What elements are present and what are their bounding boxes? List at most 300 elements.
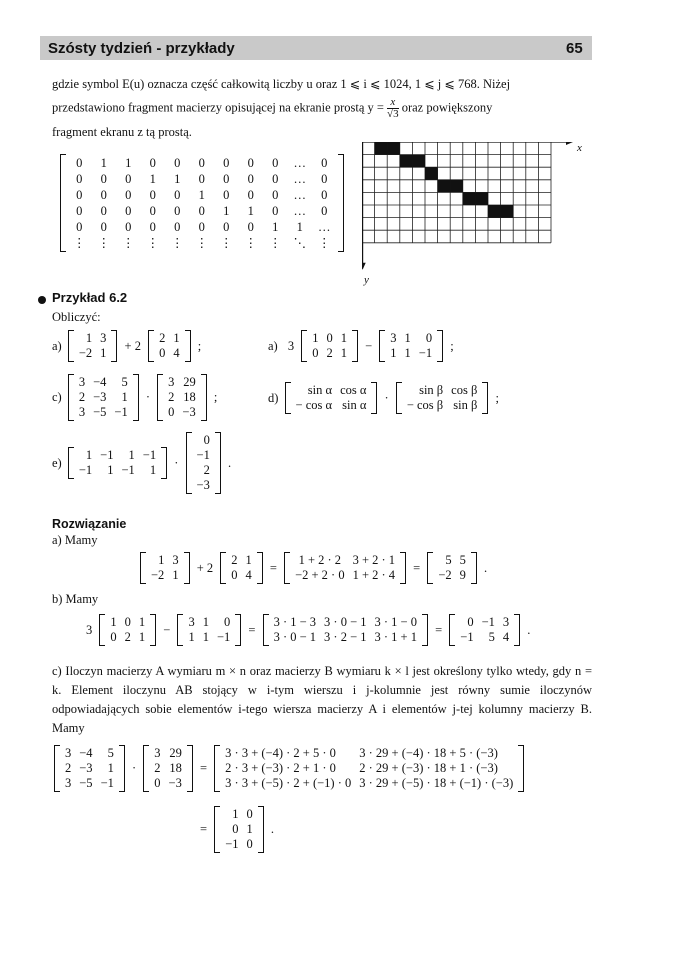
matrix-cell: 3 bbox=[390, 331, 397, 345]
matrix-cell: 0 bbox=[321, 204, 328, 218]
bullet-icon bbox=[38, 296, 46, 304]
solution-b bbox=[82, 614, 534, 646]
matrix-cell: 1 bbox=[107, 761, 114, 775]
matrix-cell: 1 bbox=[174, 172, 181, 186]
matrix-cell: 3 bbox=[168, 375, 175, 389]
matrix-c1 bbox=[68, 374, 139, 421]
sol-a-res bbox=[427, 552, 477, 584]
matrix-row bbox=[308, 346, 351, 361]
op-plus2: + 2 bbox=[124, 338, 141, 353]
sol-c-m1 bbox=[54, 745, 125, 792]
matrix-row bbox=[193, 478, 214, 493]
screen-grid-svg bbox=[362, 142, 592, 287]
matrix-cell: 0 bbox=[149, 156, 156, 170]
matrix-table bbox=[308, 331, 351, 361]
sol-c-m2 bbox=[143, 745, 193, 792]
solution-c-result bbox=[196, 806, 278, 853]
matrix-cell: 2 bbox=[65, 761, 72, 775]
label-e: e) bbox=[52, 455, 62, 470]
op-semi-2: ; bbox=[450, 338, 454, 353]
solution-c-text: c) Iloczyn macierzy A wymiaru m × n oraz macierzy B wymiaru k × l jest określony tylko wtedy, gdy n = k. Element iloczynu AB stojący w i-tym wierszu i j-kolumnie jest równy sumie iloczynów odpowiadających sobie elementów i-tego wiersza macierzy A i elementów j-tej kolumny macierzy B. Mamy bbox=[52, 664, 592, 735]
matrix-cell: 1 bbox=[390, 346, 397, 360]
matrix-cell: −3 bbox=[168, 776, 182, 790]
matrix-cell: −3 bbox=[79, 761, 93, 775]
matrix-cell: 0 bbox=[174, 204, 181, 218]
matrix-cell: 1 bbox=[272, 220, 279, 234]
matrix-cell: −1 bbox=[216, 630, 231, 644]
matrix-cell: 1 bbox=[404, 331, 411, 345]
matrix-cell: 0 bbox=[198, 204, 205, 218]
matrix-cell: 0 bbox=[247, 188, 254, 202]
matrix-cell: 0 bbox=[272, 188, 279, 202]
matrix-cell: 4 bbox=[245, 568, 252, 582]
matrix-cell: −4 bbox=[79, 746, 93, 760]
matrix-row bbox=[221, 746, 517, 761]
matrix-row bbox=[155, 346, 184, 361]
matrix-cell: 0 bbox=[231, 568, 238, 582]
matrix-row bbox=[292, 398, 371, 413]
matrix-cell: 1 bbox=[198, 188, 205, 202]
matrix-cell: 3 · 29 + (−5) · 18 + (−1) · (−3) bbox=[359, 776, 514, 790]
matrix-table bbox=[434, 553, 470, 583]
matrix-cell: 2 · 3 + (−3) · 2 + 1 · 0 bbox=[225, 761, 336, 775]
matrix-cell: ⋮ bbox=[220, 236, 233, 250]
matrix-row bbox=[164, 390, 200, 405]
screen-matrix-table bbox=[67, 155, 337, 251]
matrix-cell: 5 bbox=[107, 746, 114, 760]
matrix-cell: 0 bbox=[125, 220, 132, 234]
matrix-cell: −1 bbox=[196, 448, 210, 462]
matrix-cell: 0 bbox=[76, 156, 83, 170]
grid-pixel bbox=[450, 180, 463, 193]
matrix-cell: 3 bbox=[502, 615, 510, 629]
matrix-cell: ⋮ bbox=[269, 236, 282, 250]
frac-num: x bbox=[387, 97, 399, 109]
matrix-cell: 0 bbox=[223, 220, 230, 234]
matrix-cell: 1 bbox=[158, 553, 165, 567]
matrix-row bbox=[291, 568, 399, 583]
matrix-cell: 0 bbox=[272, 204, 279, 218]
sol-c-eq1: = bbox=[199, 761, 208, 775]
matrix-cell: −1 bbox=[142, 448, 157, 462]
matrix-cell: 1 + 2 · 2 bbox=[298, 553, 342, 567]
solution-a bbox=[140, 552, 491, 584]
matrix-cell: 0 bbox=[76, 188, 83, 202]
grid-pixel bbox=[463, 192, 476, 205]
matrix-row bbox=[75, 346, 111, 361]
matrix-cell: cos β bbox=[451, 383, 478, 397]
matrix-cell: 1 bbox=[223, 204, 230, 218]
matrix-cell: 0 bbox=[223, 188, 230, 202]
matrix-row bbox=[75, 390, 132, 405]
sol-a-eq1: = bbox=[269, 560, 277, 575]
matrix-cell: 0 bbox=[425, 331, 433, 345]
matrix-row bbox=[150, 746, 186, 761]
matrix-cell: −5 bbox=[93, 405, 107, 419]
matrix-cell: −3 bbox=[93, 390, 107, 404]
matrix-cell: 0 bbox=[321, 156, 328, 170]
matrix-row bbox=[456, 630, 513, 645]
y-axis-arrow bbox=[362, 263, 366, 270]
matrix-row bbox=[150, 776, 186, 791]
matrix-cell: 0 bbox=[154, 776, 161, 790]
solution-a-label: a) Mamy bbox=[52, 533, 98, 547]
matrix-cell: ⋮ bbox=[122, 236, 135, 250]
matrix-cell: 9 bbox=[459, 568, 466, 582]
matrix-row bbox=[67, 171, 337, 187]
grid-pixel bbox=[488, 205, 501, 218]
matrix-cell: 0 bbox=[247, 220, 254, 234]
matrix-cell: 0 bbox=[159, 346, 166, 360]
matrix-row bbox=[386, 346, 436, 361]
solution-title: Rozwiązanie bbox=[52, 517, 127, 531]
matrix-cell: 0 bbox=[174, 188, 181, 202]
matrix-row bbox=[456, 615, 513, 630]
sol-a-m2 bbox=[220, 552, 263, 584]
matrix-cell: 3 · 1 − 0 bbox=[374, 615, 417, 629]
matrix-cell: 1 bbox=[100, 156, 107, 170]
matrix-e1 bbox=[68, 447, 167, 479]
matrix-row bbox=[184, 630, 234, 645]
grid-pixel bbox=[501, 205, 514, 218]
matrix-cell: 5 bbox=[121, 375, 128, 389]
matrix-cell: … bbox=[293, 204, 306, 218]
matrix-cell: 1 bbox=[296, 220, 303, 234]
matrix-cell: 3 · 2 − 1 bbox=[324, 630, 367, 644]
matrix-cell: 18 bbox=[169, 761, 182, 775]
matrix-table bbox=[193, 433, 214, 493]
op-semi-4: ; bbox=[495, 390, 499, 405]
grid-x-label: x bbox=[577, 142, 582, 154]
matrix-cell: 0 bbox=[100, 172, 107, 186]
sol-a-mid bbox=[284, 552, 406, 584]
matrix-cell: 0 bbox=[110, 630, 117, 644]
sol-a-period: . bbox=[484, 560, 488, 575]
sol-b-m2 bbox=[177, 614, 241, 646]
matrix-row bbox=[403, 398, 481, 413]
matrix-c2 bbox=[157, 374, 207, 421]
sol-c-mid bbox=[214, 745, 524, 792]
matrix-cell: ⋮ bbox=[146, 236, 159, 250]
matrix-row bbox=[150, 761, 186, 776]
matrix-cell: 3 bbox=[100, 331, 107, 345]
sol-b-minus: − bbox=[163, 622, 171, 637]
matrix-cell: 5 bbox=[488, 630, 495, 644]
matrix-row bbox=[193, 433, 214, 448]
sol-a-m1 bbox=[140, 552, 190, 584]
grid-pixel bbox=[412, 155, 425, 168]
matrix-cell: −3 bbox=[182, 405, 196, 419]
sol-b-eq1: = bbox=[248, 622, 256, 637]
matrix-row bbox=[193, 463, 214, 478]
op-period: . bbox=[227, 455, 232, 470]
matrix-row bbox=[75, 331, 111, 346]
sol-c-res bbox=[214, 806, 264, 853]
matrix-cell: 0 bbox=[174, 156, 181, 170]
matrix-table bbox=[221, 746, 517, 791]
matrix-cell: sin β bbox=[453, 398, 478, 412]
matrix-table bbox=[456, 615, 513, 645]
matrix-table bbox=[155, 331, 184, 361]
matrix-cell: 5 bbox=[459, 553, 466, 567]
matrix-cell: 0 bbox=[125, 172, 132, 186]
matrix-row bbox=[221, 807, 257, 822]
matrix-cell: 3 · 0 − 1 bbox=[324, 615, 367, 629]
matrix-cell: sin β bbox=[419, 383, 444, 397]
matrix-cell: 0 bbox=[198, 156, 205, 170]
matrix-row bbox=[221, 761, 517, 776]
matrix-table bbox=[386, 331, 436, 361]
matrix-cell: 0 bbox=[246, 837, 253, 851]
matrix-row bbox=[67, 235, 337, 251]
matrix-cell: 3 bbox=[65, 776, 72, 790]
matrix-row bbox=[291, 553, 399, 568]
matrix-row bbox=[75, 463, 160, 478]
matrix-cell: cos α bbox=[340, 383, 367, 397]
matrix-row bbox=[67, 203, 337, 219]
matrix-cell: 3 · 3 + (−4) · 2 + 5 · 0 bbox=[225, 746, 336, 760]
matrix-cell: 0 bbox=[149, 204, 156, 218]
matrix-cell: 1 bbox=[125, 156, 132, 170]
label-d: d) bbox=[268, 390, 279, 405]
matrix-table bbox=[184, 615, 234, 645]
matrix-cell: 0 bbox=[125, 188, 132, 202]
matrix-cell: sin α bbox=[342, 398, 367, 412]
matrix-cell: 1 bbox=[107, 463, 114, 477]
matrix-table bbox=[270, 615, 421, 645]
matrix-cell: 4 bbox=[502, 630, 510, 644]
matrix-cell: 0 bbox=[247, 156, 254, 170]
matrix-cell: 1 bbox=[85, 331, 93, 345]
matrix-d1 bbox=[285, 382, 378, 414]
matrix-cell: 0 bbox=[125, 204, 132, 218]
matrix-cell: 1 bbox=[128, 448, 135, 462]
matrix-cell: − cos α bbox=[295, 398, 333, 412]
op-minus: − bbox=[365, 338, 373, 353]
grid-y-label: y bbox=[364, 274, 369, 286]
matrix-cell: 3 · 1 − 3 bbox=[273, 615, 317, 629]
matrix-b1 bbox=[301, 330, 358, 362]
matrix-row bbox=[403, 383, 481, 398]
running-head-title: Szósty tydzień - przykłady bbox=[48, 40, 235, 57]
matrix-cell: −1 bbox=[100, 776, 114, 790]
matrix-row bbox=[61, 761, 118, 776]
matrix-cell: 2 · 29 + (−3) · 18 + 1 · (−3) bbox=[359, 761, 498, 775]
matrix-row bbox=[67, 219, 337, 235]
matrix-cell: 0 bbox=[321, 188, 328, 202]
matrix-row bbox=[75, 448, 160, 463]
sol-b-res bbox=[449, 614, 520, 646]
matrix-cell: 0 bbox=[223, 172, 230, 186]
page-number: 65 bbox=[566, 40, 583, 57]
grid-pixel bbox=[375, 142, 388, 155]
matrix-d2 bbox=[396, 382, 488, 414]
matrix-cell: 1 bbox=[202, 615, 209, 629]
matrix-cell: ⋮ bbox=[97, 236, 110, 250]
matrix-cell: 0 bbox=[272, 172, 279, 186]
matrix-cell: −1 bbox=[100, 448, 114, 462]
op-dot: · bbox=[145, 390, 151, 404]
matrix-cell: 0 bbox=[224, 615, 231, 629]
label-a: a) bbox=[52, 338, 62, 353]
matrix-table bbox=[106, 615, 149, 645]
matrix-cell: 0 bbox=[203, 433, 210, 447]
grid-pixel bbox=[400, 155, 413, 168]
matrix-cell: 1 bbox=[138, 615, 146, 629]
matrix-cell: 1 bbox=[100, 346, 107, 360]
matrix-row bbox=[61, 776, 118, 791]
matrix-a1 bbox=[68, 330, 118, 362]
matrix-cell: 0 bbox=[247, 172, 254, 186]
matrix-cell: −2 bbox=[78, 346, 93, 360]
matrix-cell: 2 bbox=[326, 346, 333, 360]
op-semi-3: ; bbox=[213, 390, 218, 404]
op-semi: ; bbox=[197, 338, 202, 353]
op-dot-3: · bbox=[174, 455, 179, 470]
matrix-table bbox=[291, 553, 399, 583]
matrix-row bbox=[164, 405, 200, 420]
matrix-cell: 0 bbox=[100, 220, 107, 234]
screen-matrix bbox=[60, 154, 344, 252]
matrix-table bbox=[75, 331, 111, 361]
matrix-cell: 0 bbox=[223, 156, 230, 170]
matrix-row bbox=[227, 553, 256, 568]
screen-matrix-bracket bbox=[60, 154, 344, 252]
op-dot-2: · bbox=[384, 390, 389, 405]
matrix-row bbox=[164, 375, 200, 390]
matrix-cell: 0 bbox=[100, 188, 107, 202]
sol-b-eq2: = bbox=[435, 622, 443, 637]
matrix-cell: 1 bbox=[149, 463, 157, 477]
sol-b-period: . bbox=[527, 622, 531, 637]
matrix-cell: 0 bbox=[198, 220, 205, 234]
matrix-cell: 0 bbox=[76, 220, 83, 234]
fraction-x-over-sqrt3 bbox=[387, 97, 399, 120]
matrix-table bbox=[227, 553, 256, 583]
example-c bbox=[52, 374, 221, 421]
matrix-row bbox=[184, 615, 234, 630]
matrix-cell: − cos β bbox=[406, 398, 444, 412]
matrix-cell: 3 · 29 + (−4) · 18 + 5 · (−3) bbox=[359, 746, 498, 760]
matrix-cell: 2 bbox=[78, 390, 86, 404]
matrix-cell: 3 · 0 − 1 bbox=[273, 630, 317, 644]
matrix-cell: ⋮ bbox=[244, 236, 257, 250]
matrix-row bbox=[292, 383, 371, 398]
matrix-row bbox=[227, 568, 256, 583]
matrix-row bbox=[434, 553, 470, 568]
solution-b-label: b) Mamy bbox=[52, 592, 99, 606]
matrix-table bbox=[292, 383, 371, 413]
label-c: c) bbox=[52, 390, 62, 404]
op-three: 3 bbox=[287, 338, 295, 353]
matrix-e2 bbox=[186, 432, 221, 494]
matrix-cell: 3 bbox=[65, 746, 72, 760]
example-a bbox=[52, 330, 205, 362]
matrix-cell: −1 bbox=[225, 837, 239, 851]
matrix-cell: 1 bbox=[121, 390, 128, 404]
matrix-cell: 3 bbox=[78, 375, 86, 389]
matrix-cell: sin α bbox=[307, 383, 333, 397]
matrix-cell: 3 + 2 · 1 bbox=[352, 553, 396, 567]
matrix-cell: 29 bbox=[169, 746, 182, 760]
example-a2 bbox=[268, 330, 458, 362]
matrix-cell: 1 bbox=[312, 331, 319, 345]
matrix-cell: 1 bbox=[404, 346, 411, 360]
matrix-cell: −2 + 2 · 0 bbox=[295, 568, 345, 582]
matrix-table bbox=[221, 807, 257, 852]
matrix-cell: 0 bbox=[149, 220, 156, 234]
matrix-cell: 0 bbox=[326, 331, 333, 345]
matrix-cell: 5 bbox=[445, 553, 452, 567]
matrix-cell: 3 · 3 + (−5) · 2 + (−1) · 0 bbox=[225, 776, 352, 790]
matrix-cell: 0 bbox=[232, 822, 239, 836]
matrix-cell: 2 bbox=[159, 331, 166, 345]
matrix-row bbox=[155, 331, 184, 346]
matrix-cell: 0 bbox=[168, 405, 175, 419]
matrix-cell: 0 bbox=[100, 204, 107, 218]
example-d bbox=[268, 382, 503, 414]
matrix-table bbox=[75, 375, 132, 420]
matrix-cell: 1 bbox=[188, 630, 195, 644]
matrix-cell: 0 bbox=[76, 172, 83, 186]
matrix-cell: 1 bbox=[138, 630, 146, 644]
intro-line-1: gdzie symbol E(u) oznacza część całkowitą liczby u oraz 1 ⩽ i ⩽ 1024, 1 ⩽ j ⩽ 768. Niżej bbox=[52, 77, 511, 91]
matrix-cell: 1 + 2 · 4 bbox=[352, 568, 396, 582]
matrix-cell: −1 bbox=[121, 463, 135, 477]
sol-a-eq2: = bbox=[413, 560, 421, 575]
matrix-cell: 1 bbox=[340, 346, 347, 360]
matrix-row bbox=[193, 448, 214, 463]
example-e bbox=[52, 432, 235, 494]
matrix-row bbox=[221, 776, 517, 791]
sol-c-dot: · bbox=[132, 761, 137, 775]
sol-b-m1 bbox=[99, 614, 156, 646]
matrix-cell: −2 bbox=[438, 568, 452, 582]
matrix-cell: 0 bbox=[198, 172, 205, 186]
matrix-row bbox=[221, 822, 257, 837]
matrix-row bbox=[75, 405, 132, 420]
matrix-cell: 1 bbox=[172, 568, 179, 582]
screen-grid-figure bbox=[362, 142, 592, 287]
matrix-cell: −3 bbox=[196, 478, 210, 492]
sol-b-mid bbox=[263, 614, 428, 646]
grid-pixel bbox=[425, 167, 438, 180]
matrix-cell: 0 bbox=[246, 807, 253, 821]
matrix-cell: 3 bbox=[78, 405, 86, 419]
matrix-table bbox=[403, 383, 481, 413]
example-title: Przykład 6.2 bbox=[52, 290, 128, 305]
x-axis-arrow bbox=[566, 142, 573, 145]
matrix-cell: −2 bbox=[151, 568, 165, 582]
frac-den: √3 bbox=[387, 108, 399, 120]
label-a2: a) bbox=[268, 338, 278, 353]
sol-c-eq2: = bbox=[200, 822, 208, 836]
matrix-cell: ⋮ bbox=[171, 236, 184, 250]
matrix-cell: ⋮ bbox=[195, 236, 208, 250]
matrix-cell: −1 bbox=[418, 346, 433, 360]
matrix-row bbox=[106, 615, 149, 630]
matrix-table bbox=[150, 746, 186, 791]
matrix-cell: −1 bbox=[481, 615, 495, 629]
matrix-row bbox=[75, 375, 132, 390]
matrix-row bbox=[386, 331, 436, 346]
matrix-row bbox=[147, 553, 183, 568]
matrix-cell: ⋮ bbox=[73, 236, 86, 250]
intro-line-2 bbox=[52, 97, 592, 120]
matrix-cell: 0 bbox=[124, 615, 131, 629]
matrix-cell: ⋱ bbox=[293, 236, 306, 250]
intro-line-2b: oraz powiększony bbox=[401, 100, 493, 115]
